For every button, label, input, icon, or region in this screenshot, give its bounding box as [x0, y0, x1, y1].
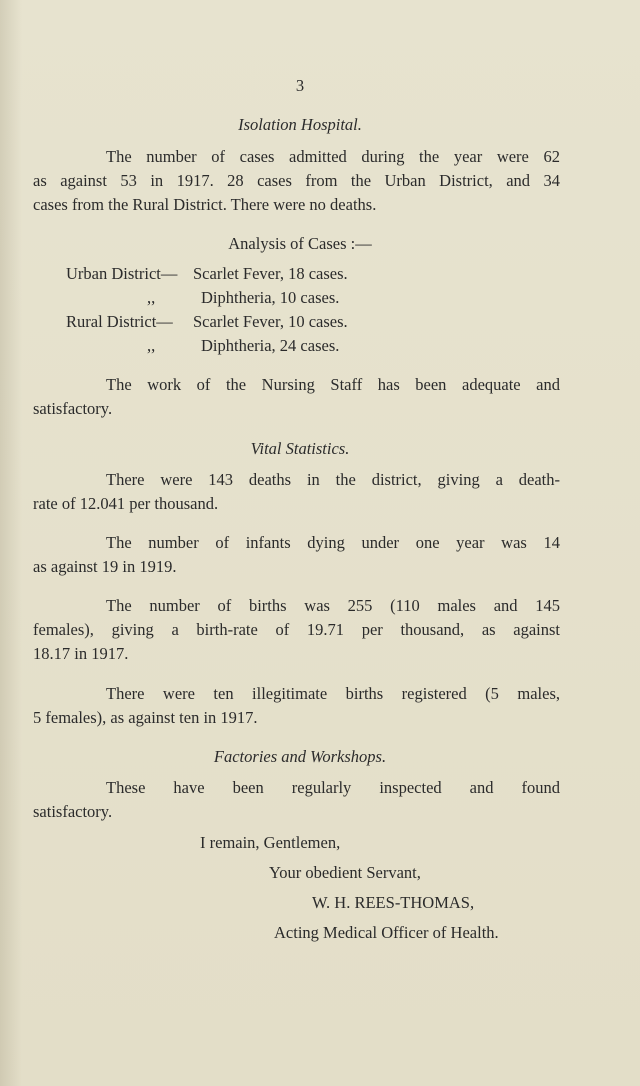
case-district-2: ,, [147, 288, 156, 307]
isolation-para-line-1: The number of cases admitted during the year were 62 [106, 147, 560, 166]
factories-para-line-2: satisfactory. [33, 802, 113, 821]
heading-factories-workshops: Factories and Workshops. [213, 747, 387, 766]
vital-para3-line-3: 18.17 in 1917. [33, 644, 129, 663]
vital-para2-line-2: as against 19 in 1919. [33, 557, 177, 576]
vital-para4-line-1: There were ten illegitimate births registered (5 males, [106, 684, 560, 703]
nursing-para-line-1: The work of the Nursing Staff has been adequate and [106, 375, 560, 394]
closing-signature-title: Acting Medical Officer of Health. [274, 923, 499, 942]
closing-remain: I remain, Gentlemen, [200, 833, 341, 852]
case-district-1: Urban District— [66, 264, 178, 283]
isolation-para-line-3: cases from the Rural District. There were no deaths. [33, 195, 377, 214]
case-disease-3: Scarlet Fever, 10 cases. [193, 312, 348, 331]
closing-servant: Your obedient Servant, [269, 863, 421, 882]
vital-para3-line-2: females), giving a birth-rate of 19.71 per thousand, as against [33, 620, 560, 639]
heading-isolation-hospital: Isolation Hospital. [238, 115, 362, 134]
vital-para3-line-1: The number of births was 255 (110 males and 145 [106, 596, 560, 615]
vital-para1-line-1: There were 143 deaths in the district, giving a death- [106, 470, 560, 489]
case-disease-2: Diphtheria, 10 cases. [201, 288, 340, 307]
heading-vital-statistics: Vital Statistics. [250, 439, 350, 458]
closing-signature-name: W. H. REES-THOMAS, [312, 893, 475, 912]
case-district-4: ,, [147, 336, 156, 355]
analysis-title: Analysis of Cases :— [228, 234, 372, 253]
vital-para1-line-2: rate of 12.041 per thousand. [33, 494, 219, 513]
page-number: 3 [295, 76, 305, 95]
case-disease-1: Scarlet Fever, 18 cases. [193, 264, 348, 283]
vital-para4-line-2: 5 females), as against ten in 1917. [33, 708, 258, 727]
factories-para-line-1: These have been regularly inspected and found [106, 778, 560, 797]
case-disease-4: Diphtheria, 24 cases. [201, 336, 340, 355]
vital-para2-line-1: The number of infants dying under one year was 14 [106, 533, 560, 552]
nursing-para-line-2: satisfactory. [33, 399, 113, 418]
case-district-3: Rural District— [66, 312, 173, 331]
isolation-para-line-2: as against 53 in 1917. 28 cases from the Urban District, and 34 [33, 171, 560, 190]
